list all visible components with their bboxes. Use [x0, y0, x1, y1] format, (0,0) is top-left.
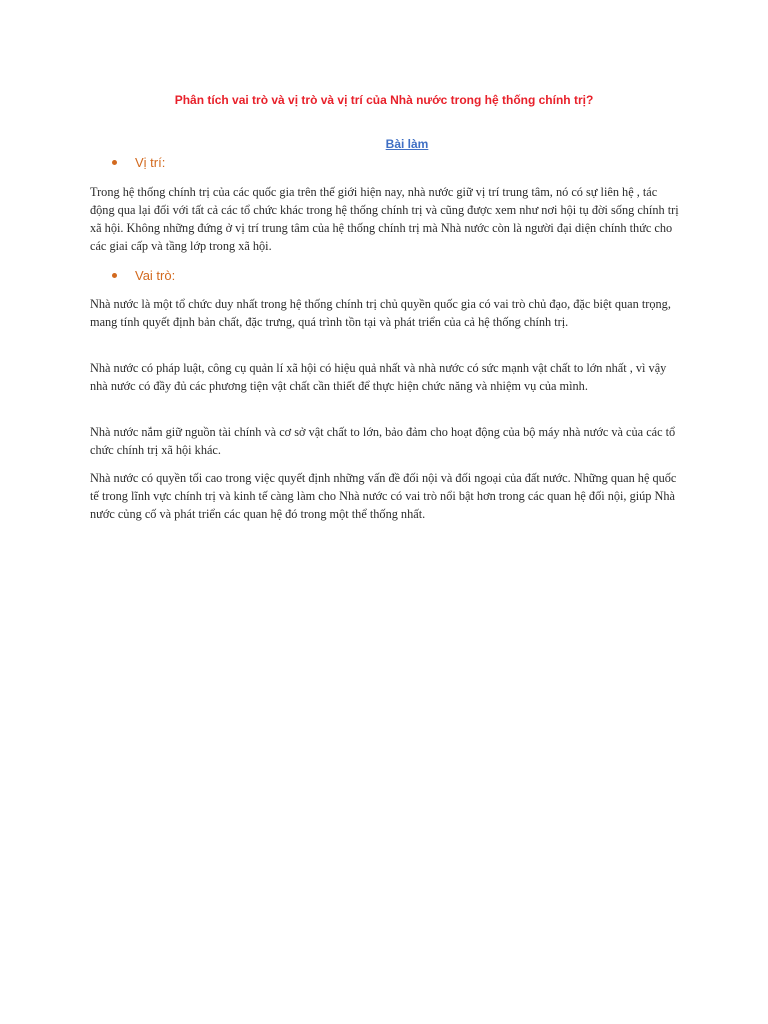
bullet-icon [112, 273, 117, 278]
section-heading-label: Vị trí: [135, 155, 166, 170]
section-heading-label: Vai trò: [135, 268, 176, 283]
document-subtitle: Bài làm [385, 137, 429, 151]
section-heading-position [112, 154, 165, 172]
section-heading-role [112, 267, 175, 285]
paragraph: Trong hệ thống chính trị của các quốc gia trên thế giới hiện nay, nhà nước giữ vị trí trung tâm, nó có sự liên hệ , tác động qua lại đối với tất cả các tổ chức khác trong hệ thống chính trị và cũng được xem như nơi hội tụ đời sống chính trị xã hội. Không những đứng ở vị trí trung tâm của hệ thống chính trị mà Nhà nước còn là người đại diện chính thức cho các giai cấp và tầng lớp trong xã hội. [90, 185, 679, 253]
paragraph: Nhà nước có pháp luật, công cụ quản lí xã hội có hiệu quả nhất và nhà nước có sức mạnh vật chất to lớn nhất , vì vậy nhà nước có đầy đủ các phương tiện vật chất cần thiết để thực hiện chức năng và nhiệm vụ của mình. [90, 361, 667, 393]
paragraph: Nhà nước nắm giữ nguồn tài chính và cơ sở vật chất to lớn, bảo đảm cho hoạt động của bộ máy nhà nước và của các tổ chức chính trị xã hội khác. [90, 425, 676, 457]
paragraph: Nhà nước là một tổ chức duy nhất trong hệ thống chính trị chủ quyền quốc gia có vai trò chủ đạo, đặc biệt quan trọng, mang tính quyết định bản chất, đặc trưng, quá trình tồn tại và phát triển của cả hệ thống chính trị. [90, 297, 671, 329]
paragraph: Nhà nước có quyền tối cao trong việc quyết định những vấn đề đối nội và đối ngoại của đất nước. Những quan hệ quốc tế trong lĩnh vực chính trị và kinh tế càng làm cho Nhà nước có vai trò nổi bật hơn trong các quan hệ đối nội, giúp Nhà nước củng cố và phát triển các quan hệ đó trong một thể thống nhất. [90, 471, 677, 521]
bullet-icon [112, 160, 117, 165]
document-title: Phân tích vai trò và vị trò và vị trí của Nhà nước trong hệ thống chính trị? [174, 93, 594, 107]
